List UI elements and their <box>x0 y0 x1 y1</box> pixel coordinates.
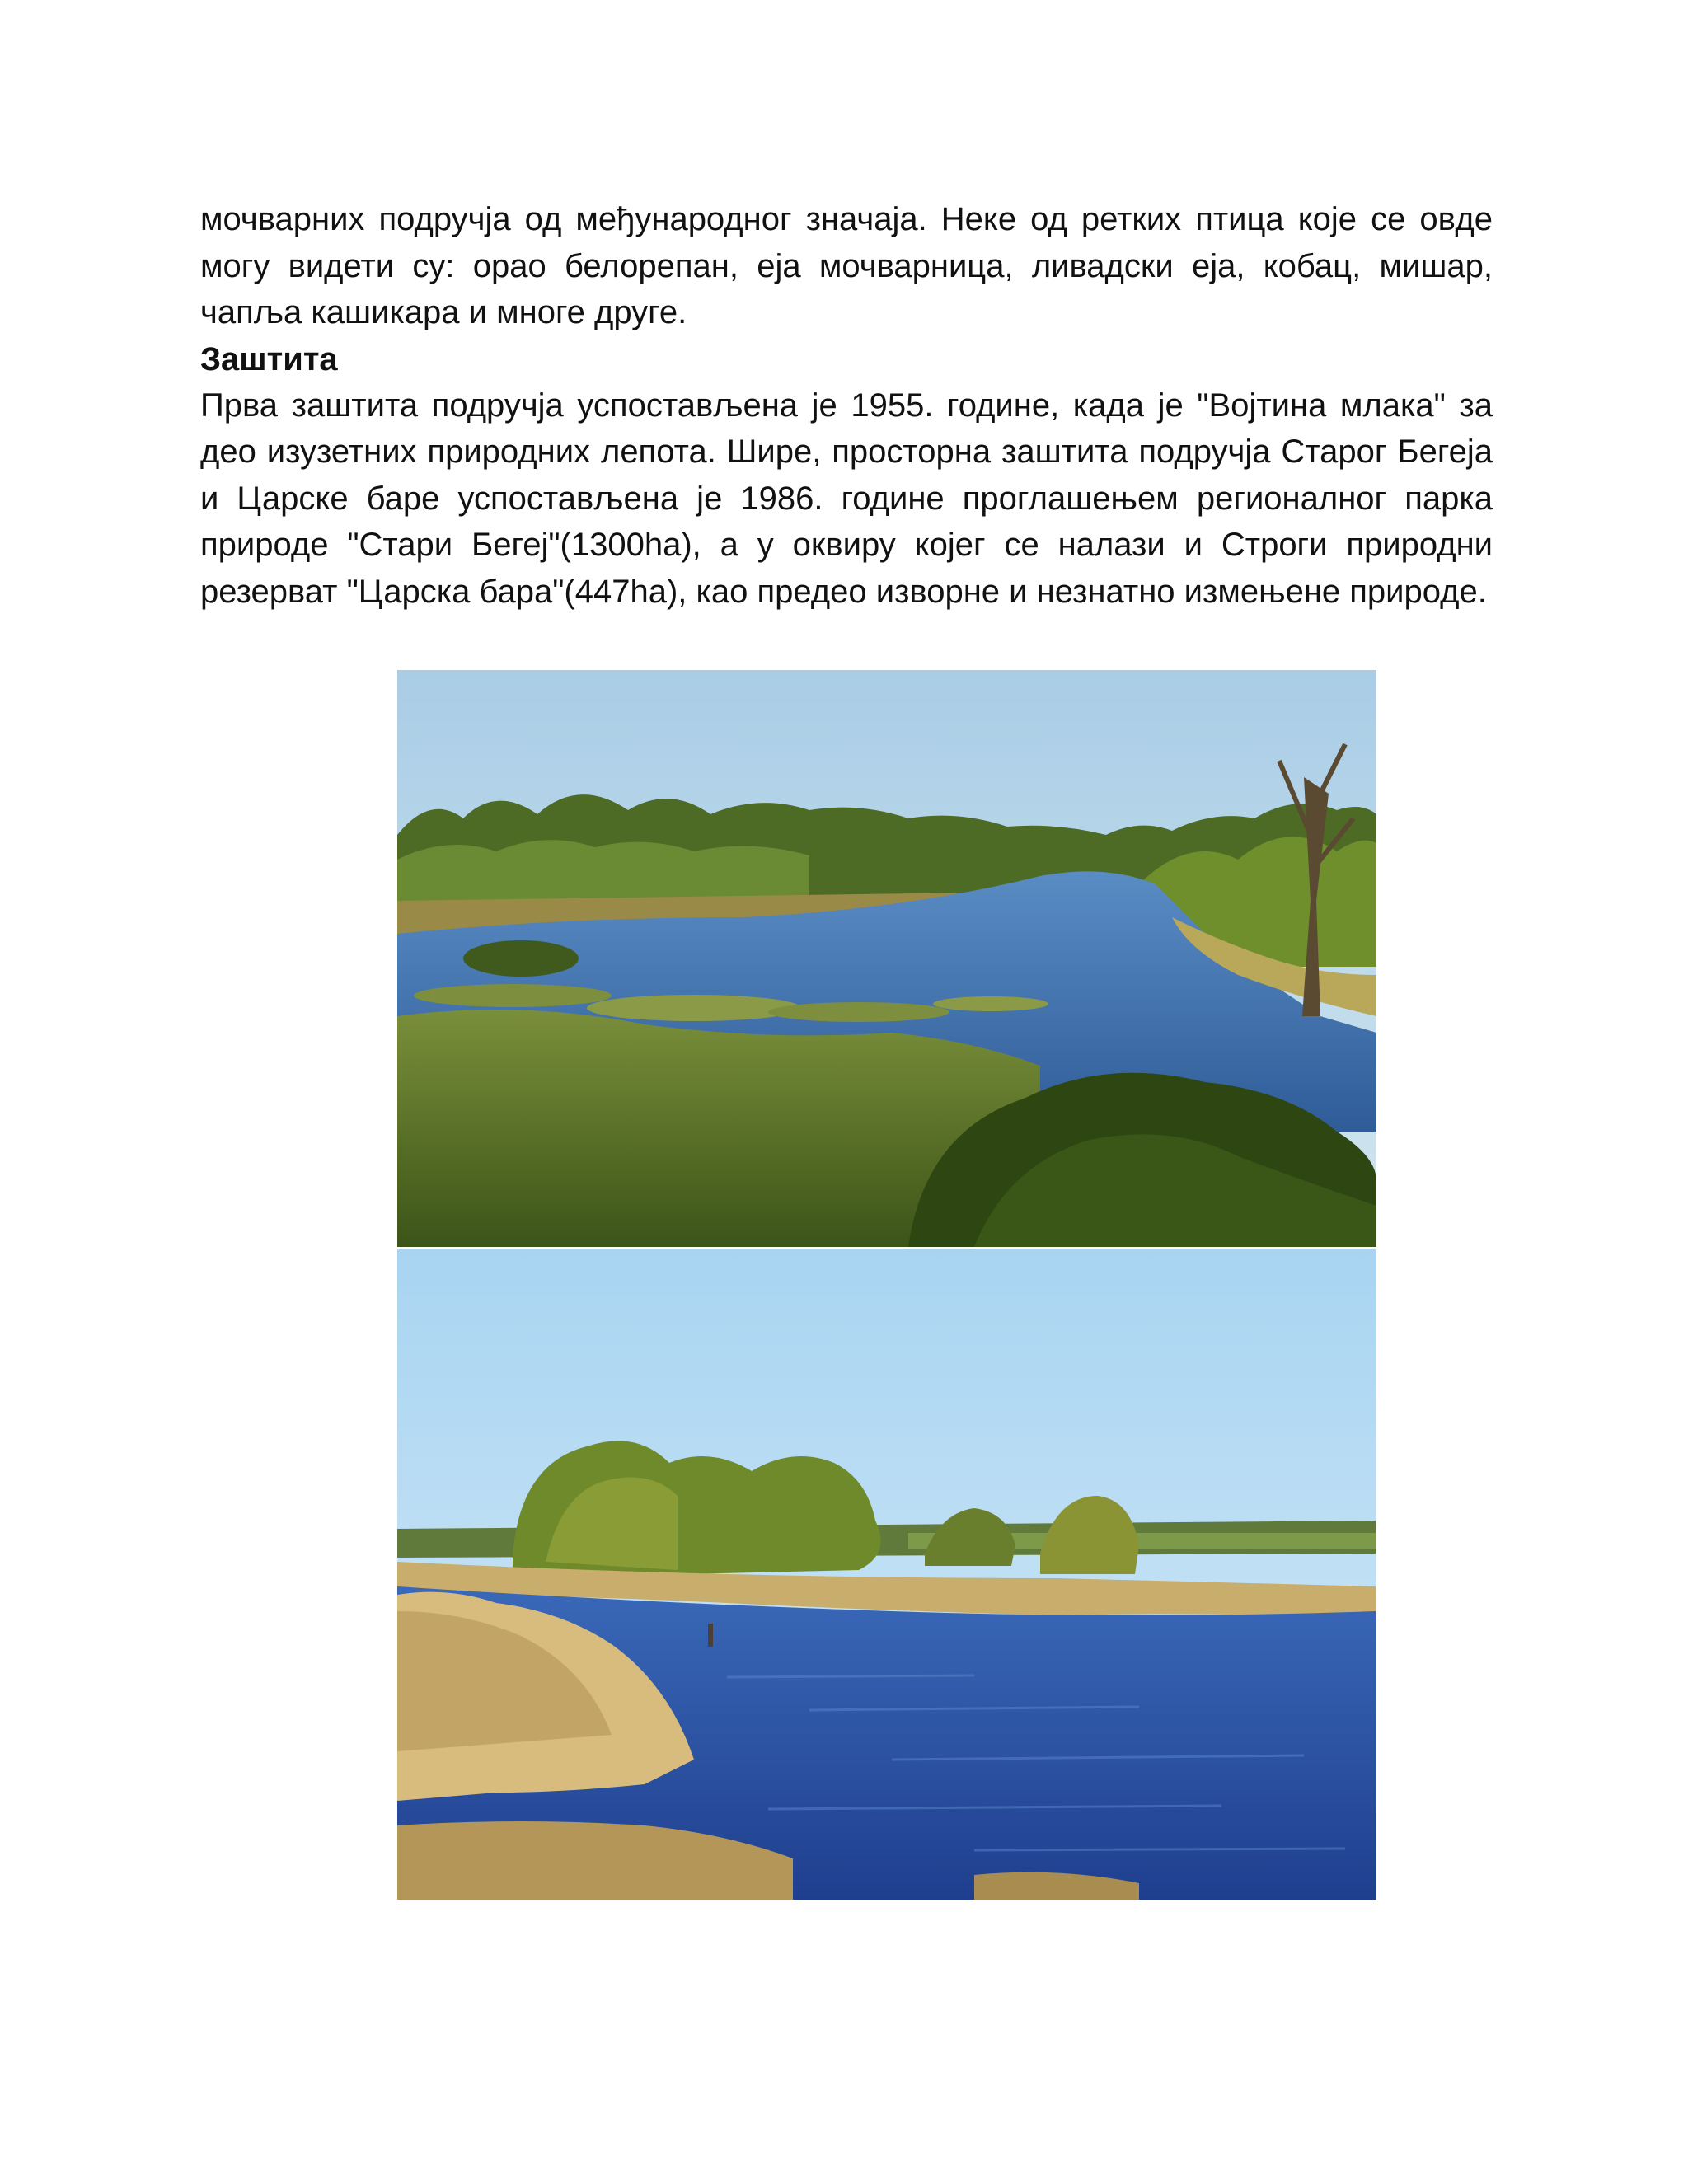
text-line: и Строги природни резерват "Царска бара"(447ha), као предео изворне и <box>200 527 1493 610</box>
text-line: Прва заштита подручја успостављена је 1955. године, када је "Војтина млака" <box>200 387 1446 424</box>
text-line: незнатно измењене природе. <box>1036 573 1487 610</box>
text-line: мишар, чапља кашикара и многе друге. <box>200 247 1493 330</box>
text-line: регионалног парка природе "Стари Бегеј"(1300ha), а у оквиру којег се налази <box>200 480 1493 563</box>
text-line: мочварних подручја од међународног значаја. Неке од ретких птица које се <box>200 201 1406 237</box>
wetland-river-photo-2 <box>397 1249 1376 1900</box>
photo-2-illustration <box>397 1249 1376 1900</box>
body-text <box>200 196 1493 615</box>
paragraph-protection <box>200 382 1493 616</box>
text-line: за део изузетних природних лепота. Шире, просторна заштита подручја <box>200 387 1493 470</box>
wetland-river-photo-1 <box>397 670 1376 1247</box>
paragraph-birds <box>200 196 1493 336</box>
text-line: Старог Бегеја и Царске баре успостављена је 1986. године проглашењем <box>200 434 1493 517</box>
section-heading: Заштита <box>200 340 338 377</box>
text-line: овде могу видети су: орао белорепан, еја мочварница, ливадски еја, кобац, <box>200 201 1493 284</box>
photo-1-illustration <box>397 670 1376 1247</box>
